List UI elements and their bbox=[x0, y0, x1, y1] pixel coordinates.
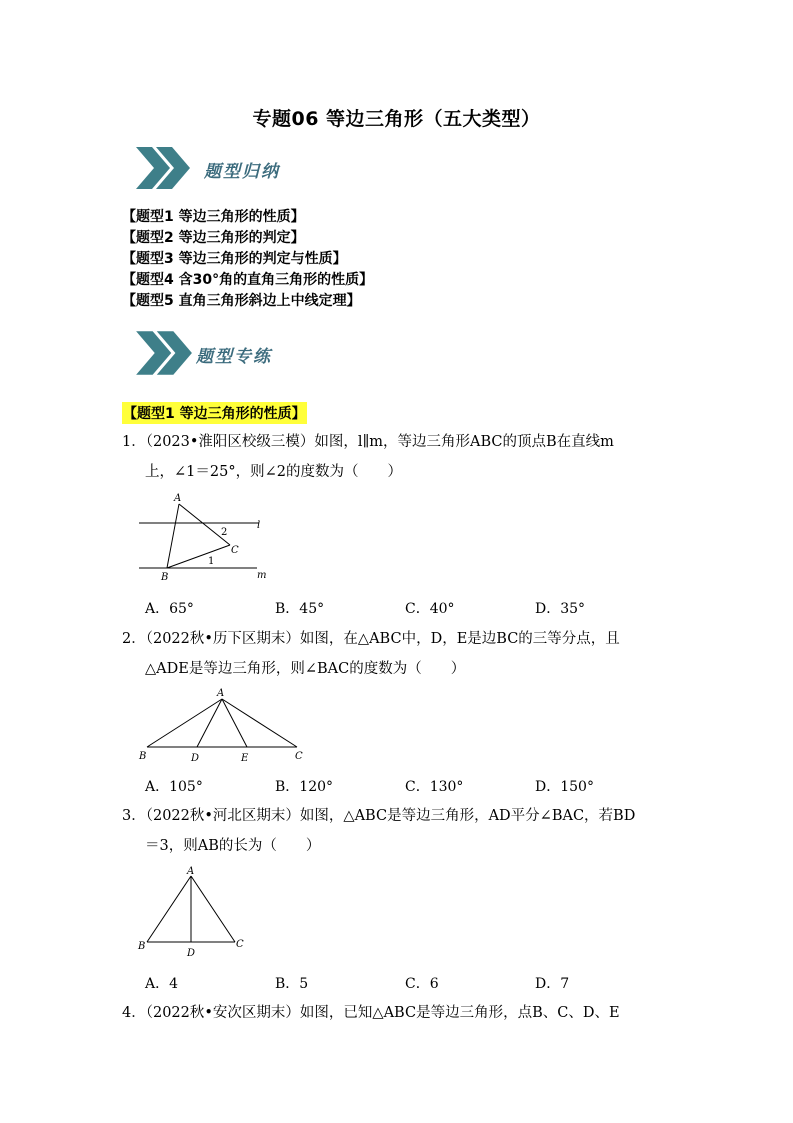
type-list-item: 【题型3 等边三角形的判定与性质】 bbox=[122, 251, 347, 267]
q2-options bbox=[145, 776, 665, 796]
q3-label-a: A bbox=[187, 866, 195, 877]
q1-text-line2: 上，∠1＝25°，则∠2的度数为（ ） bbox=[145, 464, 402, 480]
section-banner-summary bbox=[132, 143, 332, 195]
q2-label-e: E bbox=[241, 753, 249, 764]
double-chevron-icon bbox=[132, 143, 192, 193]
q3-option-d: D．7 bbox=[535, 976, 570, 992]
q2-option-b: B．120° bbox=[275, 779, 334, 795]
type-list-item: 【题型2 等边三角形的判定】 bbox=[122, 230, 305, 246]
q1-options bbox=[145, 598, 665, 618]
q3-figure bbox=[135, 864, 250, 960]
q2-label-a: A bbox=[217, 688, 225, 699]
q2-option-a: A．105° bbox=[145, 779, 203, 795]
q1-option-d: D．35° bbox=[535, 601, 586, 617]
q1-option-b: B．45° bbox=[275, 601, 325, 617]
type-list-item: 【题型1 等边三角形的性质】 bbox=[122, 209, 305, 225]
q3-label-d: D bbox=[187, 948, 196, 959]
type-list bbox=[122, 207, 373, 312]
type-list-item: 【题型4 含30°角的直角三角形的性质】 bbox=[122, 272, 374, 288]
q3-option-c: C．6 bbox=[405, 976, 439, 992]
q3-label-c: C bbox=[236, 939, 244, 950]
q1-text-line1: 1．（2023•淮阳区校级三模）如图，l∥m，等边三角形ABC的顶点B在直线m bbox=[122, 434, 614, 450]
q1-label-c: C bbox=[231, 545, 239, 556]
q2-option-c: C．130° bbox=[405, 779, 464, 795]
q1-figure bbox=[135, 490, 275, 585]
q2-text-line2: △ADE是等边三角形，则∠BAC的度数为（ ） bbox=[145, 661, 466, 677]
q1-label-l: l bbox=[257, 520, 261, 531]
q3-text-line2: ＝3，则AB的长为（ ） bbox=[145, 838, 321, 854]
q1-label-m: m bbox=[257, 570, 267, 581]
q1-option-c: C．40° bbox=[405, 601, 455, 617]
q3-text-line1: 3．（2022秋•河北区期末）如图，△ABC是等边三角形，AD平分∠BAC，若BD bbox=[122, 808, 636, 824]
type1-heading: 【题型1 等边三角形的性质】 bbox=[122, 402, 307, 424]
q2-label-b: B bbox=[139, 751, 147, 762]
q2-text-line1: 2．（2022秋•历下区期末）如图，在△ABC中，D，E是边BC的三等分点，且 bbox=[122, 631, 620, 647]
q1-angle-2: 2 bbox=[221, 527, 228, 538]
q2-label-d: D bbox=[191, 753, 200, 764]
q1-label-a: A bbox=[174, 493, 182, 504]
q2-option-d: D．150° bbox=[535, 779, 594, 795]
double-chevron-icon bbox=[132, 326, 194, 380]
q3-options bbox=[145, 973, 665, 993]
q2-figure bbox=[135, 685, 310, 765]
q4-text-line1: 4．（2022秋•安次区期末）如图，已知△ABC是等边三角形，点B、C、D、E bbox=[122, 1005, 620, 1021]
type-list-item: 【题型5 直角三角形斜边上中线定理】 bbox=[122, 293, 361, 309]
q1-option-a: A．65° bbox=[145, 601, 194, 617]
q2-label-c: C bbox=[295, 751, 303, 762]
q3-option-a: A．4 bbox=[145, 976, 179, 992]
q1-angle-1: 1 bbox=[208, 556, 215, 567]
page-title: 专题06 等边三角形（五大类型） bbox=[252, 108, 541, 130]
section-banner-practice bbox=[132, 326, 332, 380]
banner-summary-text: 题型归纳 bbox=[204, 162, 280, 182]
q3-label-b: B bbox=[138, 941, 146, 952]
q1-label-b: B bbox=[161, 572, 169, 583]
q3-option-b: B．5 bbox=[275, 976, 309, 992]
banner-practice-text: 题型专练 bbox=[196, 347, 272, 367]
